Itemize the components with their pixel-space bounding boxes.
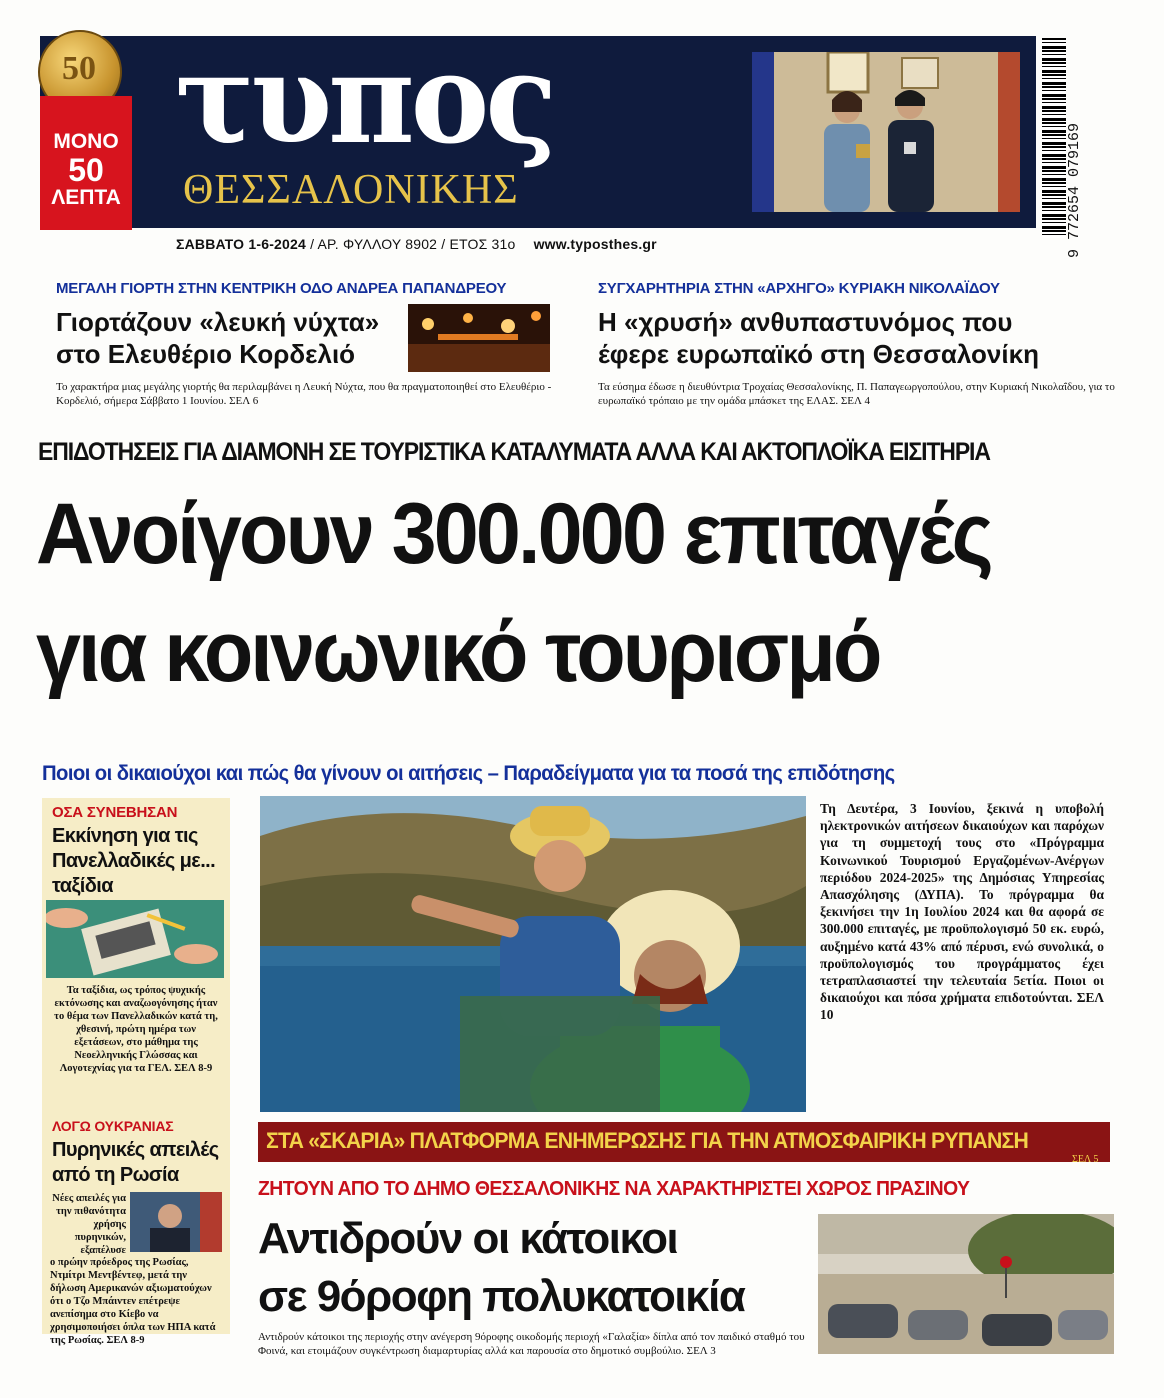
side-story-2-headline: Πυρηνικές απειλές από τη Ρωσία [52, 1139, 219, 1186]
story-right-kicker: ΣΥΓΧΑΡΗΤΗΡΙΑ ΣΤΗΝ «ΑΡΧΗΓΟ» ΚΥΡΙΑΚΗ ΝΙΚΟΛΑΪΔΟΥ [598, 280, 1000, 297]
side-story-1-kicker: ΟΣΑ ΣΥΝΕΒΗΣΑΝ [52, 804, 178, 821]
bottom-story-kicker: ΖΗΤΟΥΝ ΑΠΟ ΤΟ ΔΗΜΟ ΘΕΣΣΑΛΟΝΙΚΗΣ ΝΑ ΧΑΡΑΚΤΗΡΙΣΤΕΙ ΧΩΡΟΣ ΠΡΑΣΙΝΟΥ [258, 1178, 970, 1200]
bottom-story-headline-line-2: σε 9όροφη πολυκατοικία [258, 1272, 745, 1321]
main-story-subhead: Ποιοι οι δικαιούχοι και πώς θα γίνουν οι αιτήσεις – Παραδείγματα για τα ποσά της επιδότησης [42, 762, 895, 785]
coin-value: 50 [62, 50, 96, 87]
newspaper-logo-subtitle: ΘΕΣΣΑΛΟΝΙΚΗΣ [183, 167, 519, 213]
dateline: ΣΑΒΒΑΤΟ 1-6-2024 / ΑΡ. ΦΥΛΛΟΥ 8902 / ΕΤΟΣ 31ο www.typosthes.gr [176, 236, 657, 252]
issue-date: ΣΑΒΒΑΤΟ 1-6-2024 [176, 236, 306, 252]
story-right-headline [598, 306, 1039, 370]
main-story-headline [36, 486, 991, 700]
newspaper-logo: τυπος [175, 25, 554, 172]
price-badge-line-1: ΜΟΝΟ [53, 130, 119, 153]
story-left-photo-night-street [408, 304, 550, 372]
price-badge-line-3: ΛΕΠΤΑ [51, 186, 121, 209]
main-story-kicker: ΕΠΙΔΟΤΗΣΕΙΣ ΓΙΑ ΔΙΑΜΟΝΗ ΣΕ ΤΟΥΡΙΣΤΙΚΑ ΚΑΤΑΛΥΜΑΤΑ ΑΛΛΑ ΚΑΙ ΑΚΤΟΠΛΟΪΚΑ ΕΙΣΙΤΗΡΙΑ [38, 438, 990, 466]
story-left-headline-line-2: στο Ελευθέριο Κορδελιό [56, 339, 356, 369]
banner-text: ΣΤΑ «ΣΚΑΡΙΑ» ΠΛΑΤΦΟΡΜΑ ΕΝΗΜΕΡΩΣΗΣ ΓΙΑ ΤΗΝ ΑΤΜΟΣΦΑΙΡΙΚΗ ΡΥΠΑΝΣΗ [266, 1128, 1029, 1153]
story-left-headline [56, 306, 379, 370]
story-left-caption: Το χαρακτήρα μιας μεγάλης γιορτής θα περιλαμβάνει η Λευκή Νύχτα, που θα πραγματοποιηθεί στο Ελευθέριο - Κορδελιό, σήμερα Σάββατο 1 Ιουνίου. ΣΕΛ 6 [56, 381, 552, 407]
side-story-2-photo-medvedev [130, 1192, 222, 1252]
story-right-headline-line-1: Η «χρυσή» ανθυπαστυνόμος που [598, 307, 1013, 337]
story-left-headline-line-1: Γιορτάζουν «λευκή νύχτα» [56, 307, 380, 337]
masthead-photo-officers [752, 52, 1020, 212]
issue-number: ΑΡ. ΦΥΛΛΟΥ 8902 [317, 236, 438, 252]
bottom-story-headline [258, 1210, 744, 1326]
side-story-2-caption-wrap: Νέες απειλές για την πιθανότητα χρήσης πυρηνικών, εξαπέλυσε [52, 1193, 126, 1256]
side-story-1-photo-exam [46, 900, 224, 978]
side-story-2-kicker: ΛΟΓΩ ΟΥΚΡΑΝΙΑΣ [52, 1118, 174, 1134]
side-story-2-caption: ο πρώην πρόεδρος της Ρωσίας, Ντμίτρι Μεντβέντεφ, μετά την δήλωση Αμερικανών αξιωματούχων ότι ο Τζο Μπάιντεν επέτρεψε ανεπίσημα στο Κίεβο να χρησιμοποιήσει όπλα των ΗΠΑ κατά της Ρωσίας. ΣΕΛ 8-9 [50, 1257, 216, 1346]
issue-year: ΕΤΟΣ 31ο [449, 236, 516, 252]
story-right-headline-line-2: έφερε ευρωπαϊκό στη Θεσσαλονίκη [598, 339, 1039, 369]
bottom-story-headline-line-1: Αντιδρούν οι κάτοικοι [258, 1214, 678, 1263]
main-story-headline-line-2: για κοινωνικό τουρισμό [36, 604, 880, 700]
bottom-story-photo-parking-lot [818, 1214, 1114, 1354]
story-right-caption: Τα εύσημα έδωσε η διευθύντρια Τροχαίας Θεσσαλονίκης, Π. Παπαγεωργοπούλου, στην Κυριακή Νικολαΐδου, για το ευρωπαϊκό τρόπαιο με την ομάδα μπάσκετ της ΕΛΑΣ. ΣΕΛ 4 [598, 381, 1115, 407]
price-badge-line-2: 50 [68, 152, 104, 188]
website-link[interactable]: www.typosthes.gr [533, 236, 657, 252]
bottom-story-caption: Αντιδρούν κάτοικοι της περιοχής στην ανέγερση 9όροφης οικοδομής περιοχή «Γαλαξία» δίπλα από τον παιδικό σταθμό του Φοινά, και ετοιμάζουν συγκέντρωση διαμαρτυρίας αλλά και παρουσία στο δημοτικό συμβούλιο. ΣΕΛ 3 [258, 1331, 805, 1357]
main-story-body: Τη Δευτέρα, 3 Ιουνίου, ξεκινά η υποβολή ηλεκτρονικών αιτήσεων δικαιούχων και παρόχων για τη συμμετοχή τους στο «Πρόγραμμα Κοινωνικού Τουρισμού Εργαζομένων-Ανέργων περιόδου 2024-2025» της Δημόσιας Υπηρεσίας Απασχόλησης (ΔΥΠΑ). Το πρόγραμμα θα ξεκινήσει την 1η Ιουλίου 2024 και θα αφορά σε 300.000 επιταγές, με προϋπολογισμό 50 εκ. ευρώ, αυξημένο κατά 43% από πέρυσι, ενώ συνολικά, ο προϋπολογισμός του προγράμματος έχει τετραπλασιαστεί την τελευταία 5ετία. Ποιοι οι δικαιούχοι και πόσα χρήματα επιδοτούνται. ΣΕΛ 10 [820, 801, 1104, 1023]
main-story-headline-line-1: Ανοίγουν 300.000 επιταγές [36, 486, 991, 582]
side-story-1-caption: Τα ταξίδια, ως τρόπος ψυχικής εκτόνωσης και αναζωογόνησης ήταν το θέμα των Πανελλαδικών κατά τη, χθεσινή, πρώτη ημέρα των εξετάσεων, στο μάθημα της Νεοελληνικής Γλώσσας και Λογοτεχνίας για τα ΓΕΛ. ΣΕΛ 8-9 [54, 985, 218, 1074]
barcode [1042, 38, 1066, 238]
story-left-kicker: ΜΕΓΑΛΗ ΓΙΟΡΤΗ ΣΤΗΝ ΚΕΝΤΡΙΚΗ ΟΔΟ ΑΝΔΡΕΑ ΠΑΠΑΝΔΡΕΟΥ [56, 280, 507, 297]
price-badge [40, 96, 132, 230]
main-photo-tourists-sea [260, 796, 806, 1112]
barcode-number: 9 772654 079169 [1066, 122, 1083, 258]
banner-page-ref: ΣΕΛ 5 [1072, 1154, 1099, 1165]
side-story-1-headline: Εκκίνηση για τις Πανελλαδικές με... ταξίδια [52, 825, 216, 897]
